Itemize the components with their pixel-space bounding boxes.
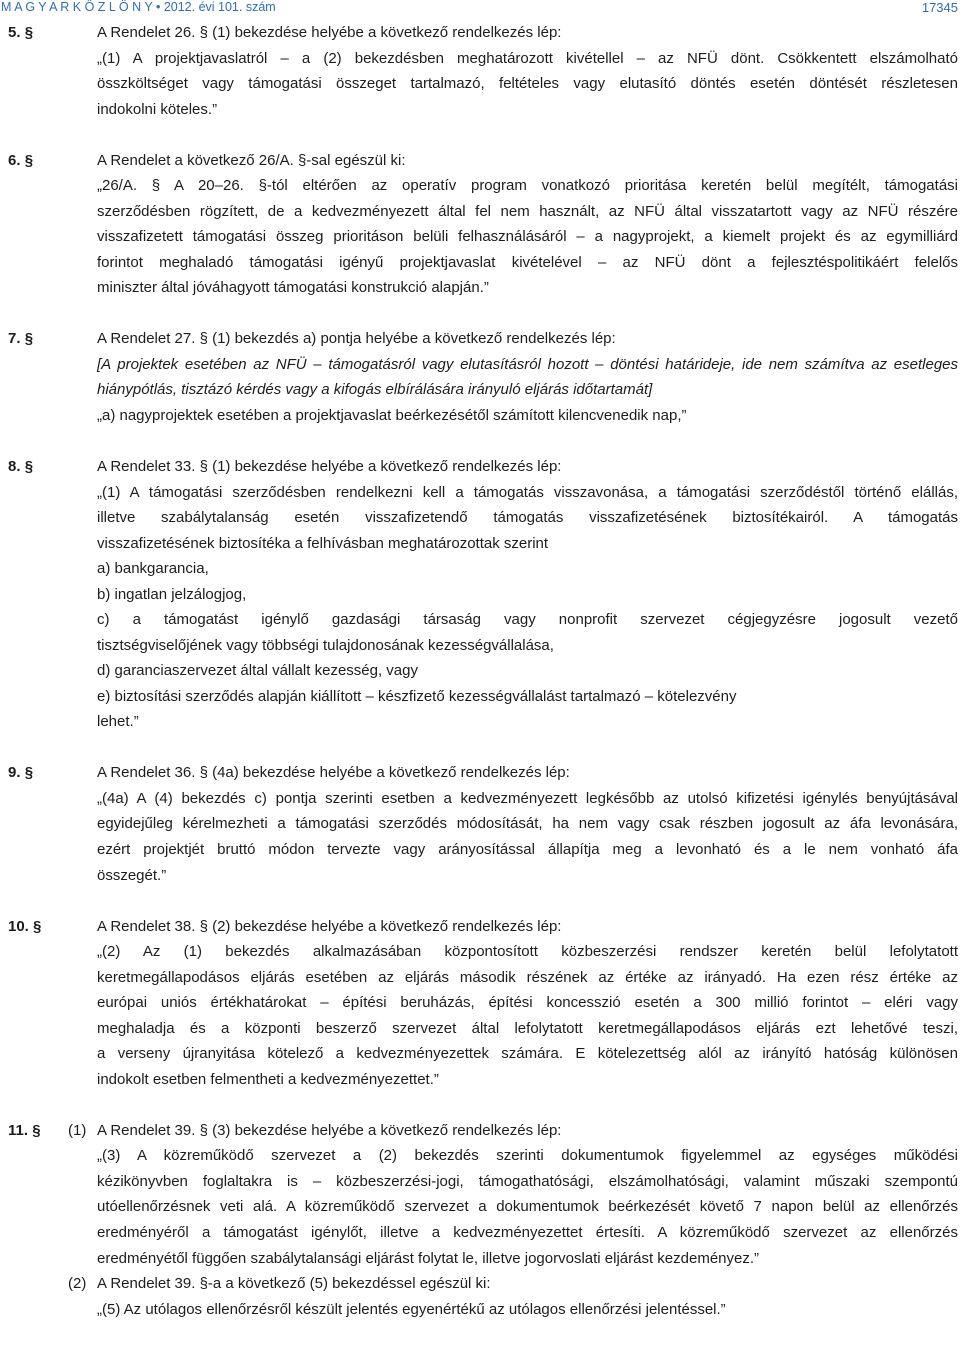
issue-info: 2012. évi 101. szám <box>163 0 276 14</box>
text-line: visszafizetésének biztosítéka a felhívásban meghatározottak szerint <box>97 534 549 552</box>
section-8-line <box>0 480 960 506</box>
section-11-subsection-2 <box>0 1271 960 1297</box>
text-line: kézikönyvben foglaltakra is – közbeszerzési-jogi, támogathatósági, elszámolhatósági, valamint műszaki szempontú <box>97 1172 958 1190</box>
text-line: tisztségviselőjének vagy többségi tulajdonosának kezességvállalása, <box>97 636 554 654</box>
section-number-value: 9. <box>8 764 21 782</box>
section-6-line <box>0 199 960 225</box>
page-number: 17345 <box>921 0 958 15</box>
section-7-line <box>0 403 960 429</box>
section-5-line <box>0 46 960 72</box>
section-gap <box>0 122 960 148</box>
text-line: A Rendelet 39. § (3) bekezdése helyébe a következő rendelkezés lép: <box>97 1121 562 1139</box>
section-sign: § <box>24 151 34 169</box>
section-11-line <box>0 1169 960 1195</box>
section-number-value: 7. <box>8 330 21 348</box>
section-number-value: 11. <box>8 1121 29 1139</box>
section-sign: § <box>24 330 34 348</box>
section-8-line <box>0 505 960 531</box>
text-line: „(3) A közreműködő szervezet a (2) bekezdés szerinti dokumentumok figyelemmel az egységes működési <box>97 1147 958 1165</box>
section-10-line <box>0 1016 960 1042</box>
subsection-label: (2) <box>68 1275 87 1293</box>
text-line: „26/A. § A 20–26. §-tól eltérően az operatív program vonatkozó prioritása keretén belül megítélt, támogatási <box>97 177 958 195</box>
text-line: „(1) A projektjavaslatról – a (2) bekezdésben meghatározott kivétellel – az NFÜ dönt. Csökkentett elszámolható <box>97 49 958 67</box>
section-9-line <box>0 811 960 837</box>
text-line: „(2) Az (1) bekezdés alkalmazásában központosított közbeszerzési rendszer keretén belül lefolytatott <box>97 943 958 961</box>
section-number-value: 5. <box>8 24 21 41</box>
section-11-line <box>0 1297 960 1323</box>
text-line: A Rendelet 26. § (1) bekezdése helyébe a következő rendelkezés lép: <box>97 24 562 41</box>
text-line: indokolni köteles.” <box>97 100 218 118</box>
text-line: A Rendelet 38. § (2) bekezdése helyébe a következő rendelkezés lép: <box>97 917 562 935</box>
list-item: e) biztosítási szerződés alapján kiállított – készfizető kezességvállalást tartalmazó – kötelezvény <box>97 687 737 705</box>
section-11-heading <box>0 1118 960 1144</box>
text-line: egyidejűleg kérelmezheti a támogatási szerződés módosítását, ha nem vagy csak részben jogosult az áfa levonására, <box>97 815 958 833</box>
section-8-heading <box>0 454 960 480</box>
header-separator: • <box>155 0 161 14</box>
section-gap <box>0 1092 960 1118</box>
section-sign: § <box>24 458 34 476</box>
section-10-line <box>0 990 960 1016</box>
section-8-list-item <box>0 684 960 710</box>
section-number-value: 8. <box>8 458 21 476</box>
list-item: c) a támogatást igénylő gazdasági társaság vagy nonprofit szervezet cégjegyzésre jogosult vezető <box>97 611 958 629</box>
section-7-line <box>0 377 960 403</box>
text-line: keretmegállapodásos eljárás esetében az eljárás második részének az értéke az irányadó. Ha ezen rész értéke az <box>97 968 958 986</box>
section-gap <box>0 888 960 914</box>
text-line: A Rendelet 33. § (1) bekezdése helyébe a következő rendelkezés lép: <box>97 458 562 476</box>
document-body <box>0 20 960 1322</box>
text-line: lehet.” <box>97 713 139 731</box>
text-line: miniszter által jóváhagyott támogatási konstrukció alapján.” <box>97 279 489 297</box>
section-10-line <box>0 939 960 965</box>
text-line: eredményéről a támogatást igénylőt, illetve a kedvezményezettet értesíti. A közreműködő szervezet az ellenőrzés <box>97 1223 958 1241</box>
text-line: visszafizetett támogatási összeg prioritáson belüli felhasználásáról – a nagyprojekt, a kiemelt projekt és az egymilliárd <box>97 228 958 246</box>
text-line: összköltséget vagy támogatási összeget tartalmazó, feltételes vagy elutasító döntés esetén döntését részletesen <box>97 75 958 93</box>
text-line: „(4a) A (4) bekezdés c) pontja szerinti esetben a kedvezményezett legkésőbb az utolsó kifizetési igénylés benyújtásával <box>97 789 958 807</box>
section-6-line <box>0 275 960 301</box>
text-line: eredményétől függően szabálytalansági eljárást folytat le, illetve jogorvoslati eljárást kezdeményez.” <box>97 1249 760 1267</box>
page-header <box>1 0 958 15</box>
section-8-list-item <box>0 556 960 582</box>
section-number <box>8 1118 41 1144</box>
context-text-line: hiánypótlás, tisztázó kérdés vagy a kifogás elbírálására irányuló eljárás időtartamát] <box>97 381 653 399</box>
section-11-line <box>0 1246 960 1272</box>
list-item: a) bankgarancia, <box>97 560 209 578</box>
section-8-list-item <box>0 607 960 633</box>
section-10-heading <box>0 914 960 940</box>
section-sign: § <box>24 24 34 41</box>
text-line: „(1) A támogatási szerződésben rendelkezni kell a támogatás visszavonása, a támogatási szerződéstől történő elállás, <box>97 483 958 501</box>
section-number <box>8 20 33 46</box>
section-8-list-item <box>0 658 960 684</box>
section-8-line <box>0 633 960 659</box>
section-gap <box>0 301 960 327</box>
section-number <box>8 148 33 174</box>
text-line: A Rendelet a következő 26/A. §-sal egészül ki: <box>97 151 406 169</box>
text-line: A Rendelet 39. §-a a következő (5) bekezdéssel egészül ki: <box>97 1275 491 1293</box>
section-8-list-item <box>0 582 960 608</box>
section-7-heading <box>0 326 960 352</box>
section-number <box>8 326 33 352</box>
list-item: b) ingatlan jelzálogjog, <box>97 585 247 603</box>
text-line: A Rendelet 36. § (4a) bekezdése helyébe a következő rendelkezés lép: <box>97 764 570 782</box>
section-gap <box>0 429 960 455</box>
section-sign: § <box>33 917 42 935</box>
section-9-line <box>0 837 960 863</box>
section-6-heading <box>0 148 960 174</box>
section-sign: § <box>24 764 34 782</box>
subsection-label: (1) <box>68 1121 87 1139</box>
section-number <box>8 454 33 480</box>
section-11-line <box>0 1194 960 1220</box>
section-11-line <box>0 1220 960 1246</box>
section-number <box>8 760 33 786</box>
text-line: szerződésben rögzített, de a kedvezményezett által fel nem használt, az NFÜ által visszatartott vagy az NFÜ részére <box>97 202 958 220</box>
section-number <box>8 914 41 940</box>
text-line: európai uniós értékhatárokat – építési beruházás, építési koncesszió esetén a 300 millió forintot – eléri vagy <box>97 994 958 1012</box>
section-gap <box>0 735 960 761</box>
section-9-line <box>0 863 960 889</box>
text-line: „(5) Az utólagos ellenőrzésről készült jelentés egyenértékű az utólagos ellenőrzési jelentéssel.” <box>97 1300 726 1318</box>
text-line: illetve szabálytalanság esetén visszafizetendő támogatás visszafizetésének biztosítékairól. A támogatás <box>97 509 958 527</box>
section-11-line <box>0 1143 960 1169</box>
text-line: forintot meghaladó támogatási igényű projektjavaslat kivételével – az NFÜ dönt a fejlesztéspolitikáért felelős <box>97 253 958 271</box>
section-8-line <box>0 531 960 557</box>
section-10-line <box>0 1067 960 1093</box>
section-5-heading <box>0 20 960 46</box>
section-10-line <box>0 965 960 991</box>
section-5-line <box>0 71 960 97</box>
list-item: d) garanciaszervezet által vállalt kezesség, vagy <box>97 662 418 680</box>
section-number-value: 6. <box>8 151 21 169</box>
text-line: ezért projektjét bruttó módon tervezte vagy arányosítással állapítja meg a levonható és a le nem vonható áfa <box>97 841 958 858</box>
section-sign: § <box>32 1121 41 1139</box>
text-line: meghaladja és a központi beszerző szervezet által lefolytatott keretmegállapodásos eljárás ezt lehetővé teszi, <box>97 1019 958 1037</box>
text-line: „a) nagyprojektek esetében a projektjavaslat beérkezésétől számított kilencvenedik nap,” <box>97 406 687 424</box>
section-6-line <box>0 173 960 199</box>
text-line: utóellenőrzésnek veti alá. A közreműködő szervezet a dokumentumok beérkezését követő 7 napon belül az ellenőrzés <box>97 1198 958 1216</box>
section-5-line <box>0 97 960 123</box>
section-number-value: 10. <box>8 917 29 935</box>
section-7-line <box>0 352 960 378</box>
text-line: összegét.” <box>97 866 167 884</box>
section-6-line <box>0 250 960 276</box>
section-9-heading <box>0 760 960 786</box>
text-line: A Rendelet 27. § (1) bekezdés a) pontja helyébe a következő rendelkezés lép: <box>97 330 616 348</box>
section-8-line <box>0 709 960 735</box>
text-line: a verseny újranyitása kötelező a kedvezményezettek számára. E kötelezettség alól az irányító hatóság különösen <box>97 1045 958 1063</box>
text-line: indokolt esetben felmentheti a kedvezményezettet.” <box>97 1070 439 1088</box>
section-10-line <box>0 1041 960 1067</box>
publication-title: M A G Y A R K Ö Z L Ö N Y <box>1 0 153 14</box>
section-6-line <box>0 224 960 250</box>
context-text-line: [A projektek esetében az NFÜ – támogatásról vagy elutasításról hozott – döntési határideje, ide nem számítva az esetleges <box>97 355 958 373</box>
section-9-line <box>0 786 960 812</box>
